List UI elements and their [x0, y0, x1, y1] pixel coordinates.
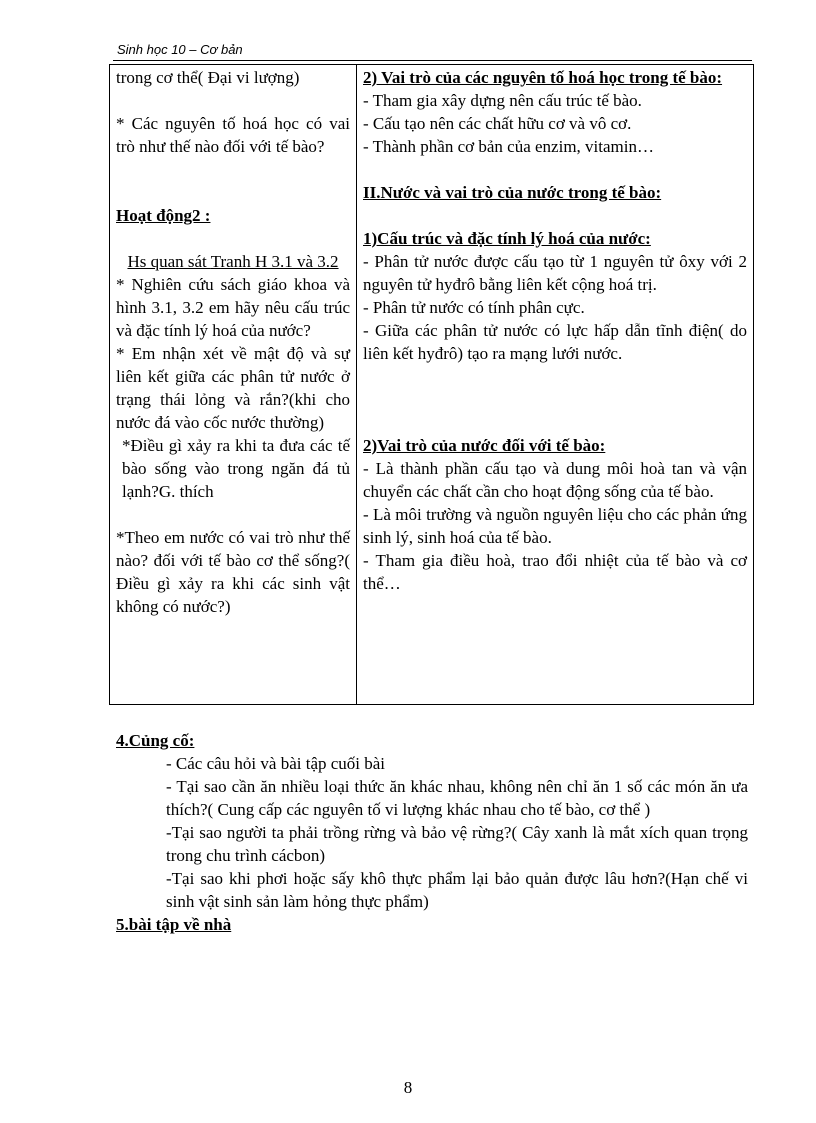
- water-role-item: - Là môi trường và nguồn nguyên liệu cho các phản ứng sinh lý, sinh hoá của tế bào.: [363, 505, 747, 547]
- teacher-activity-column: [110, 65, 357, 705]
- page-header: Sinh học 10 – Cơ bản: [117, 42, 243, 57]
- water-role-item: - Tham gia điều hoà, trao đổi nhiệt của tế bào và cơ thể…: [363, 551, 747, 593]
- water-role-heading: 2)Vai trò của nước đối với tế bào:: [363, 436, 606, 455]
- observe-prefix: Hs quan sát: [127, 252, 211, 271]
- page-number: 8: [403, 1078, 413, 1097]
- lesson-table: [109, 64, 754, 705]
- observe-instruction: [116, 250, 350, 273]
- section-2-heading: II.Nước và vai trò của nước trong tế bào:: [363, 183, 662, 202]
- consolidation-item: - Tại sao cần ăn nhiều loại thức ăn khác nhau, không nên chỉ ăn 1 số các món ăn ưa thích?( Cung cấp các nguyên tố vi lượng khác nhau cho tế bào, cơ thể ): [166, 777, 748, 819]
- left-question-water-role: *Theo em nước có vai trò như thế nào? đối với tế bào cơ thể sống?( Điều gì xảy ra khi các sinh vật không có nước?): [116, 528, 350, 616]
- header-rule: [113, 60, 752, 61]
- activity-2-title: Hoạt động2 :: [116, 206, 211, 225]
- role-item: - Tham gia xây dựng nên cấu trúc tế bào.: [363, 91, 642, 110]
- observe-figure-ref: Tranh H 3.1 và 3.2: [210, 252, 339, 271]
- left-question-freezer: *Điều gì xảy ra khi ta đưa các tế bào sống vào trong ngăn đá tủ lạnh?G. thích: [122, 436, 350, 501]
- structure-item: - Phân tử nước có tính phân cực.: [363, 298, 585, 317]
- role-item: - Thành phần cơ bản của enzim, vitamin…: [363, 137, 654, 156]
- consolidation-item: -Tại sao người ta phải trồng rừng và bảo vệ rừng?( Cây xanh là mắt xích quan trọng trong chu trình cácbon): [166, 823, 748, 865]
- homework-title: 5.bài tập về nhà: [116, 915, 232, 934]
- elements-role-heading: 2) Vai trò của các nguyên tố hoá học trong tế bào:: [363, 68, 723, 87]
- consolidation-item: - Các câu hỏi và bài tập cuối bài: [166, 754, 386, 773]
- structure-item: - Giữa các phân tử nước có lực hấp dẫn tĩnh điện( do liên kết hyđrô) tạo ra mạng lưới nước.: [363, 321, 747, 363]
- role-item: - Cấu tạo nên các chất hữu cơ và vô cơ.: [363, 114, 632, 133]
- consolidation-title: 4.Củng cố:: [116, 731, 195, 750]
- consolidation-section: [116, 729, 748, 936]
- water-role-item: - Là thành phần cấu tạo và dung môi hoà tan và vận chuyển các chất cần cho hoạt động sống của tế bào.: [363, 459, 747, 501]
- left-question-elements-role: * Các nguyên tố hoá học có vai trò như thế nào đối với tế bào?: [116, 114, 350, 156]
- left-question-density: * Em nhận xét về mật độ và sự liên kết giữa các phân tử nước ở trạng thái lỏng và rắn?(khi cho nước đá vào cốc nước thường): [116, 344, 350, 432]
- left-text-1: trong cơ thể( Đại vi lượng): [116, 68, 300, 87]
- water-structure-heading: 1)Cấu trúc và đặc tính lý hoá của nước:: [363, 229, 651, 248]
- consolidation-item: -Tại sao khi phơi hoặc sấy khô thực phẩm lại bảo quản được lâu hơn?(Hạn chế vi sinh vật sinh sản làm hỏng thực phẩm): [166, 869, 748, 911]
- content-column: [357, 65, 754, 705]
- left-question-structure: * Nghiên cứu sách giáo khoa và hình 3.1, 3.2 em hãy nêu cấu trúc và đặc tính lý hoá của nước?: [116, 275, 350, 340]
- structure-item: - Phân tử nước được cấu tạo từ 1 nguyên tử ôxy với 2 nguyên tử hyđrô bằng liên kết cộng hoá trị.: [363, 252, 747, 294]
